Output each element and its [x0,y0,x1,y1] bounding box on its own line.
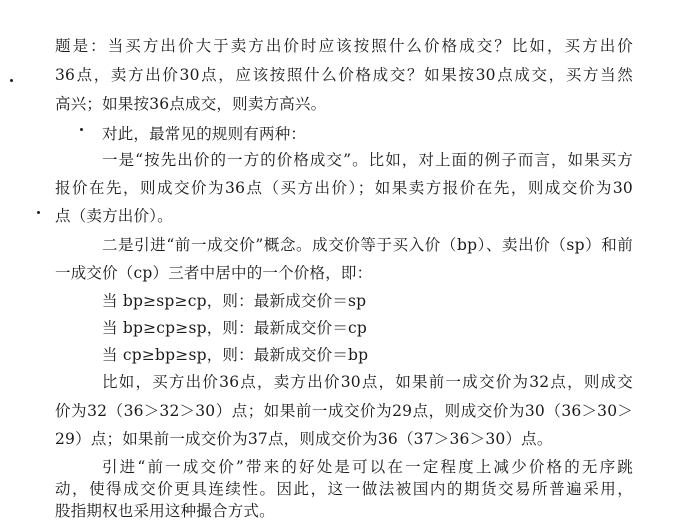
paragraph-line: 比如，买方出价36点，卖方出价30点，如果前一成交价为32点，则成交 [102,373,633,391]
rule-line: 当 bp≥cp≥sp，则：最新成交价＝cp [102,319,368,337]
paragraph-line: 29）点；如果前一成交价为37点，则成交价为36（37＞36＞30）点。 [55,430,553,448]
paragraph-line: 价为32（36＞32＞30）点；如果前一成交价为29点，则成交价为30（36＞30＞ [55,402,633,420]
scan-speck [37,211,40,214]
paragraph-line: 动，使得成交价更具连续性。因此，这一做法被国内的期货交易所普遍采用， [55,480,633,498]
paragraph-line: 题是：当买方出价大于卖方出价时应该按照什么价格成交？比如，买方出价 [55,37,633,55]
paragraph-line: 高兴；如果按36点成交，则卖方高兴。 [55,95,327,113]
paragraph-line: 一是“按先出价的一方的价格成交”。比如，对上面的例子而言，如果买方 [102,151,633,169]
scan-speck [10,79,13,82]
paragraph-line: 引进“前一成交价”带来的好处是可以在一定程度上减少价格的无序跳 [102,458,633,476]
paragraph-line: 36点，卖方出价30点，应该按照什么价格成交？如果按30点成交，买方当然 [55,66,633,84]
paragraph-line: 报价在先，则成交价为36点（买方出价）；如果卖方报价在先，则成交价为30 [55,179,633,197]
paragraph-line: 对此，最常见的规则有两种： [102,125,307,143]
paragraph-line: 点（卖方出价）。 [55,207,173,225]
paragraph-line: 一成交价（cp）三者中居中的一个价格，即： [55,264,373,282]
scan-speck [80,128,83,131]
paragraph-line: 股指期权也采用这种撮合方式。 [55,502,275,520]
rule-line: 当 bp≥sp≥cp，则：最新成交价＝sp [102,292,367,310]
paragraph-line: 二是引进“前一成交价”概念。成交价等于买入价（bp）、卖出价（sp）和前 [102,236,633,254]
rule-line: 当 cp≥bp≥sp，则：最新成交价＝bp [102,346,369,364]
